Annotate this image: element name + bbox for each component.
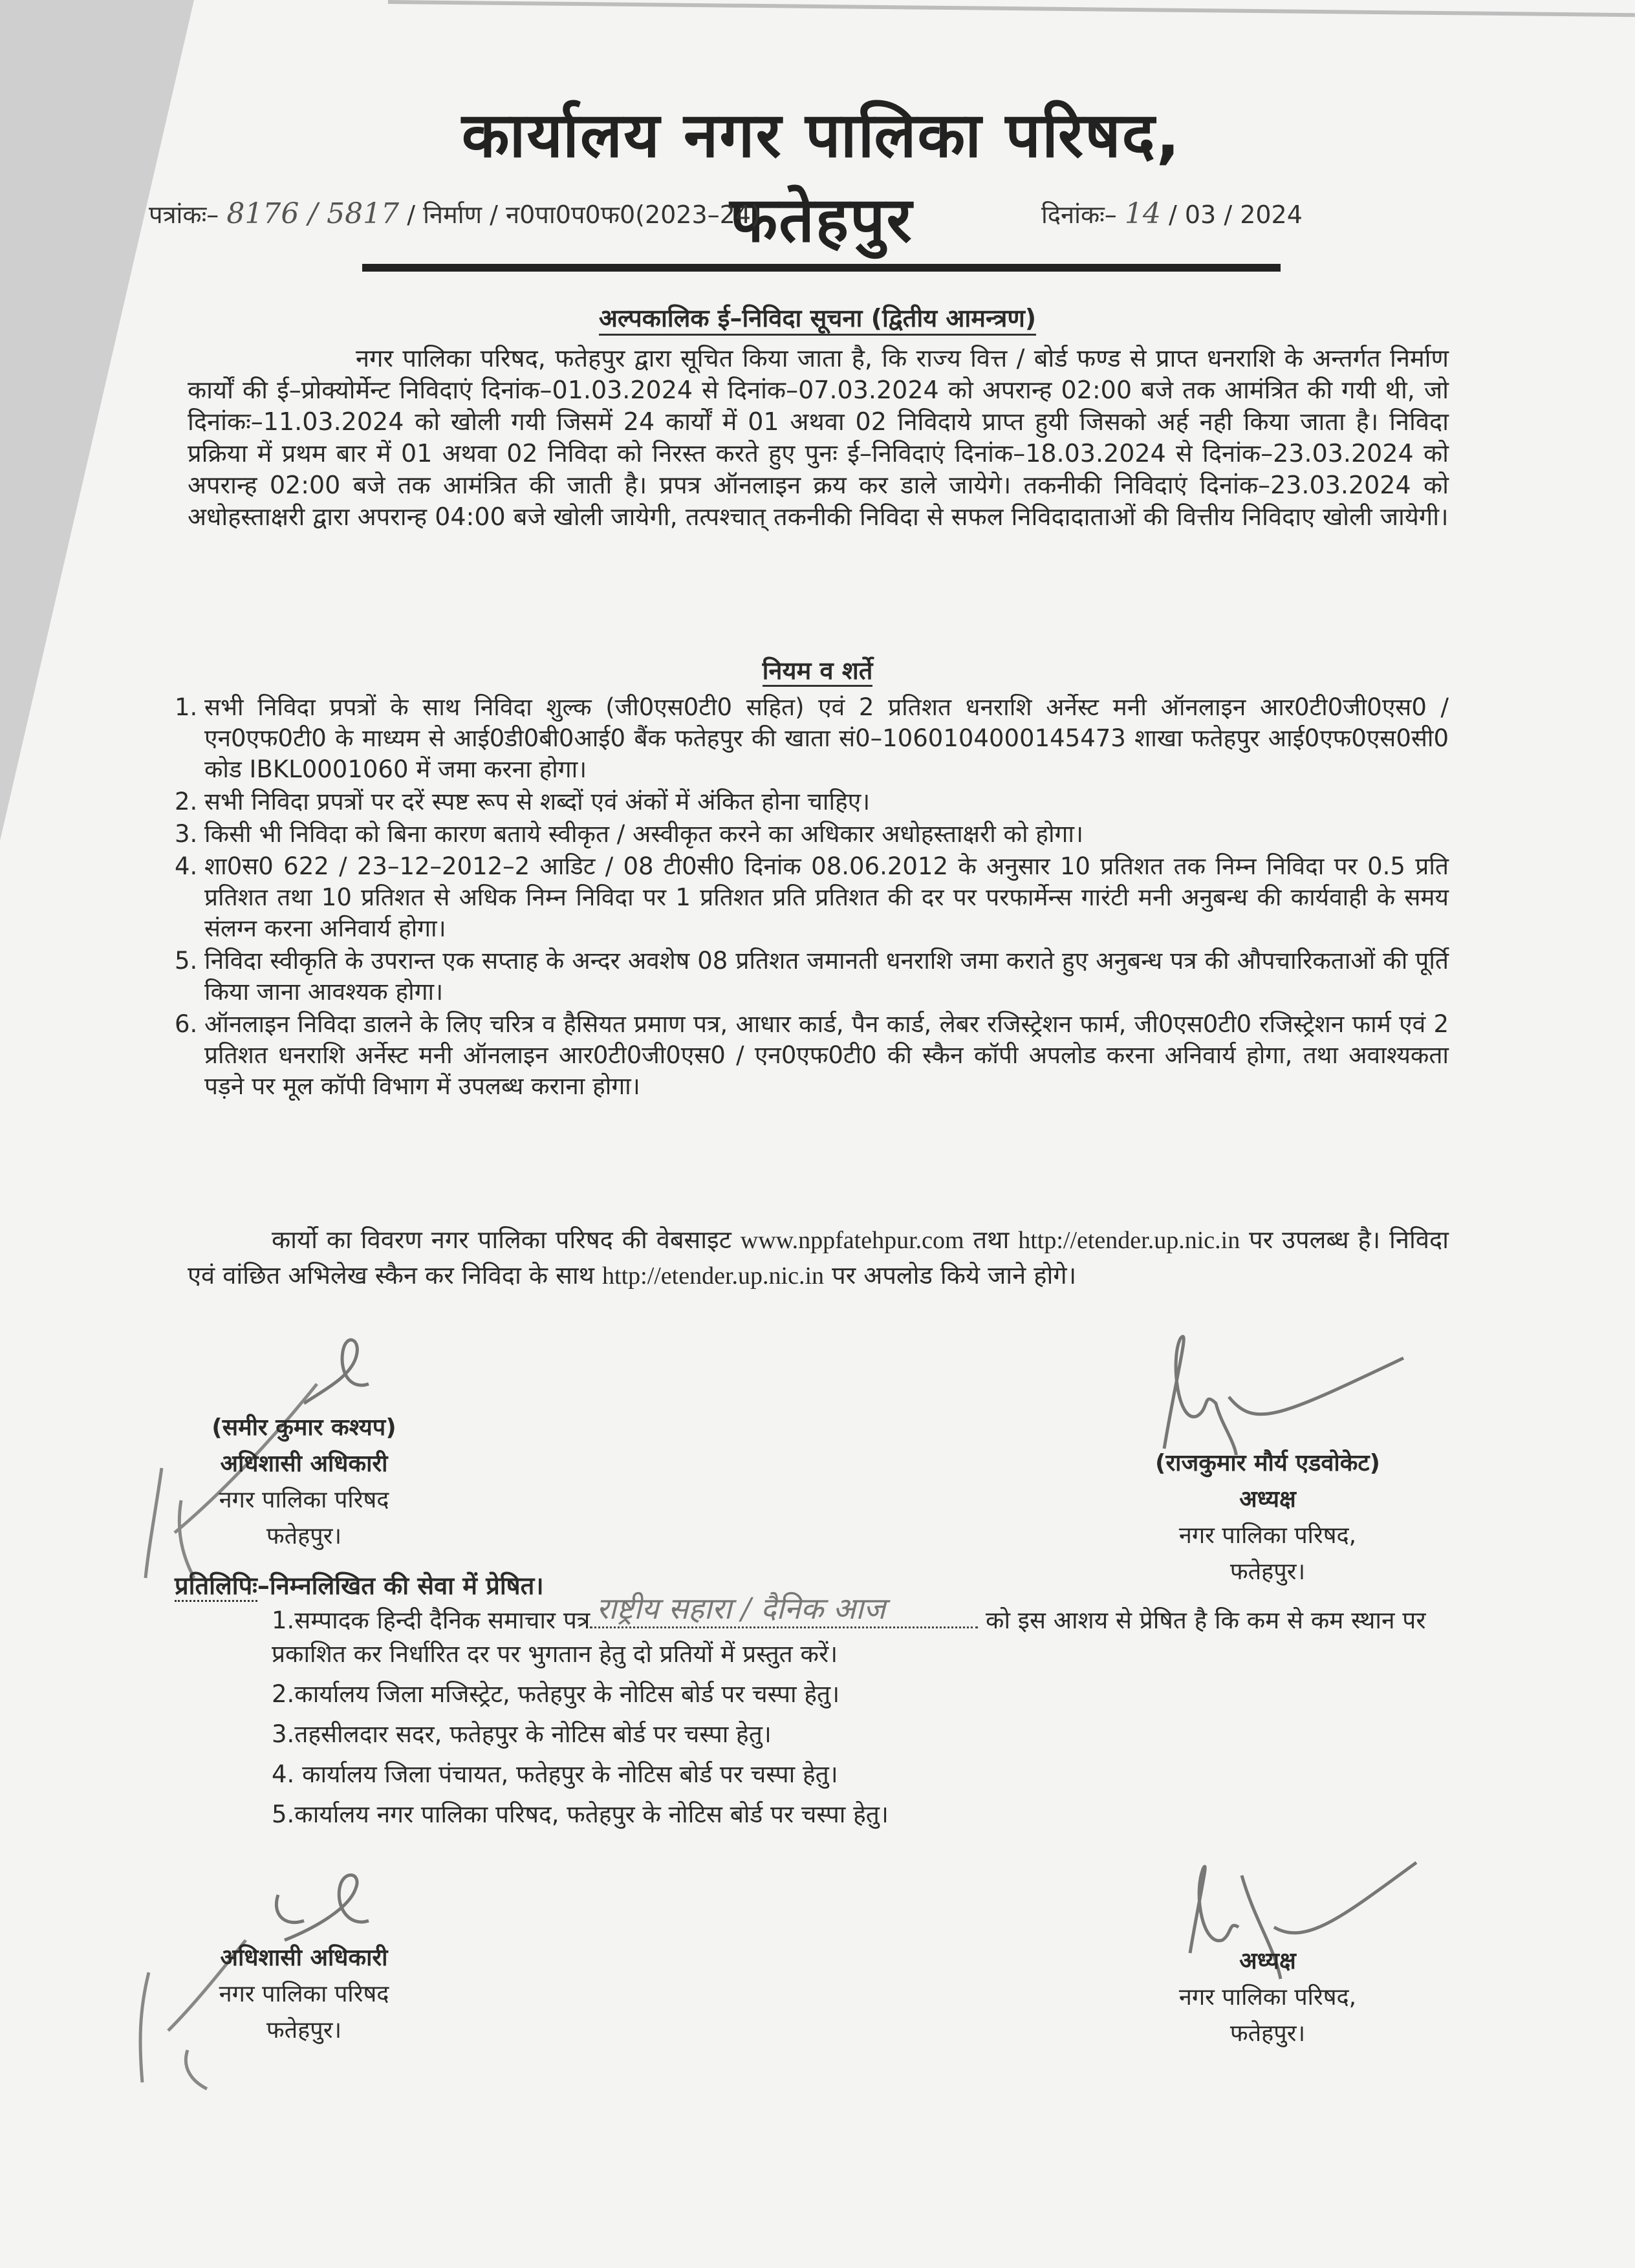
signatory-org: नगर पालिका परिषद: [219, 1487, 389, 1513]
office-title: कार्यालय नगर पालिका परिषद, फतेहपुर: [362, 91, 1281, 272]
signatory-city: फतेहपुर।: [266, 1523, 342, 1550]
signatory-role: अधिशासी अधिकारी: [220, 1451, 388, 1477]
rule-text: सभी निविदा प्रपत्रों पर दरें स्पष्ट रूप से शब्दों एवं अंकों में अंकित होना चाहिए।: [204, 788, 871, 815]
website-link[interactable]: www.nppfatehpur.com: [740, 1227, 964, 1254]
copy-item: [272, 1591, 1436, 1671]
rule-number: 1.: [175, 693, 198, 721]
copy-item-text: 1.सम्पादक हिन्दी दैनिक समाचार पत्र: [272, 1606, 590, 1634]
rule-text: सभी निविदा प्रपत्रों के साथ निविदा शुल्क (जी0एस0टी0 सहित) एवं 2 प्रतिशत धनराशि अर्नेस्ट मनी ऑनलाइन आर0टी0जी0एस0 / एन0एफ0टी0 के माध्यम से आई0डी0बी0आई0 बैंक फतेहपुर की खाता सं0–1060104000145473 शाखा फतेहपुर आई0एफ0एस0सी0 कोड IBKL0001060 में जमा करना होगा।: [204, 693, 1449, 783]
rule-item: [175, 692, 1449, 785]
signatory-role: अधिशासी अधिकारी: [220, 1945, 388, 1971]
copy-to-heading: [175, 1568, 544, 1602]
website-note-text: पर उपलब्ध है। निविदा एवं वांछित अभिलेख स्कैन कर निविदा के साथ: [188, 1226, 1449, 1290]
signatory-role: अध्यक्ष: [1239, 1948, 1296, 1974]
etender-link[interactable]: http://etender.up.nic.in: [1018, 1227, 1240, 1254]
rule-item: [175, 819, 1449, 850]
rules-heading: [0, 653, 1635, 687]
signatory-role: अध्यक्ष: [1239, 1486, 1296, 1513]
signatory-executive-officer: [168, 1410, 440, 1555]
rule-number: 3.: [175, 820, 198, 848]
rule-item: [175, 1009, 1449, 1102]
reference-number: [149, 197, 761, 231]
copy-item: 4. कार्यालय जिला पंचायत, फतेहपुर के नोटिस बोर्ड पर चस्पा हेतु।: [272, 1760, 838, 1788]
ref-label: पत्रांकः–: [149, 200, 219, 229]
copy-item: 3.तहसीलदार सदर, फतेहपुर के नोटिस बोर्ड पर चस्पा हेतु।: [272, 1720, 772, 1748]
ref-suffix: / निर्माण / न0पा0प0फ0(2023–24): [407, 200, 761, 229]
website-note-text: तथा: [964, 1226, 1019, 1254]
signatory-executive-officer-copy: [168, 1940, 440, 2049]
copy-item: 2.कार्यालय जिला मजिस्ट्रेट, फतेहपुर के नोटिस बोर्ड पर चस्पा हेतु।: [272, 1680, 840, 1708]
date-handwritten: 14: [1124, 197, 1161, 230]
copy-heading-label: प्रतिलिपिः: [175, 1571, 257, 1602]
rule-number: 6.: [175, 1010, 198, 1038]
signatory-name: (राजकुमार मौर्य एडवोकेट): [1155, 1450, 1380, 1476]
copy-heading-text: –निम्नलिखित की सेवा में प्रेषित।: [257, 1571, 544, 1600]
rule-text: ऑनलाइन निविदा डालने के लिए चरित्र व हैसियत प्रमाण पत्र, आधार कार्ड, पैन कार्ड, लेबर रजिस्ट्रेशन फार्म, जी0एस0टी0 रजिस्ट्रेशन फार्म एवं 2 प्रतिशत धनराशि अर्नेस्ट मनी ऑनलाइन आर0टी0जी0एस0 / एन0एफ0टी0 की स्कैन कॉपी अपलोड करना अनिवार्य होगा, तथा अवाश्यकता पड़ने पर मूल कॉपी विभाग में उपलब्ध कराना होगा।: [204, 1010, 1449, 1100]
rule-number: 4.: [175, 852, 198, 880]
date-label: दिनांकः–: [1041, 200, 1117, 229]
ref-handwritten: 8176 / 5817: [226, 197, 400, 230]
rule-item: [175, 945, 1449, 1008]
signatory-city: फतेहपुर।: [1229, 2020, 1306, 2047]
reference-date: [1041, 197, 1303, 231]
rule-text: किसी भी निविदा को बिना कारण बताये स्वीकृत / अस्वीकृत करने का अधिकार अधोहस्ताक्षरी को होगा।: [204, 820, 1083, 848]
notice-title-text: अल्पकालिक ई–निविदा सूचना (द्वितीय आमन्त्रण): [599, 304, 1036, 336]
rule-item: [175, 851, 1449, 944]
signatory-chairman: [1087, 1445, 1449, 1590]
rules-list: [175, 692, 1449, 1103]
copy-item: 5.कार्यालय नगर पालिका परिषद, फतेहपुर के नोटिस बोर्ड पर चस्पा हेतु।: [272, 1800, 889, 1828]
rules-heading-text: नियम व शर्ते: [763, 656, 873, 687]
rule-text: शा0स0 622 / 23–12–2012–2 आडिट / 08 टी0सी0 दिनांक 08.06.2012 के अनुसार 10 प्रतिशत तक निम्न निविदा पर 0.5 प्रति प्रतिशत तथा 10 प्रतिशत से अधिक निम्न निविदा पर 1 प्रतिशत प्रति प्रतिशत की दर पर परफार्मेन्स गारंटी मनी अनुबन्ध की कार्यवाही के समय संलग्न करना अनिवार्य होगा।: [204, 852, 1449, 942]
website-note-text: पर अपलोड किये जाने होगे।: [824, 1261, 1077, 1290]
rule-number: 5.: [175, 947, 198, 975]
signature-icon: [259, 1869, 388, 1947]
signatory-city: फतेहपुर।: [266, 2017, 342, 2044]
signatory-org: नगर पालिका परिषद,: [1178, 1522, 1357, 1549]
newspaper-fill-line: [590, 1591, 978, 1628]
signatory-city: फतेहपुर।: [1229, 1559, 1306, 1585]
website-note-text: कार्यो का विवरण नगर पालिका परिषद की वेबसाइट: [272, 1226, 741, 1254]
copy-list: [272, 1591, 1436, 1838]
rule-text: निविदा स्वीकृति के उपरान्त एक सप्ताह के अन्दर अवशेष 08 प्रतिशत जमानती धनराशि जमा कराते हुए अनुबन्ध पत्र की औपचारिकताओं की पूर्ति किया जाना आवश्यक होगा।: [204, 947, 1449, 1006]
signature-icon: [1151, 1319, 1410, 1455]
etender-link[interactable]: http://etender.up.nic.in: [602, 1262, 825, 1290]
rule-number: 2.: [175, 788, 198, 815]
newspaper-handwritten: राष्ट्रीय सहारा / दैनिक आज: [596, 1591, 885, 1626]
copy-item-text: को इस आशय से प्रेषित है कि कम से कम स्थान पर प्रकाशित कर निर्धारित दर पर भुगतान हेतु दो प्रतियों में प्रस्तुत करें।: [272, 1606, 1426, 1668]
signatory-org: नगर पालिका परिषद,: [1178, 1984, 1357, 2011]
notice-body: नगर पालिका परिषद, फतेहपुर द्वारा सूचित किया जाता है, कि राज्य वित्त / बोर्ड फण्ड से प्राप्त धनराशि के अन्तर्गत निर्माण कार्यों की ई–प्रोक्योर्मेन्ट निविदाएं दिनांक–01.03.2024 से दिनांक–07.03.2024 को अपरान्ह 02:00 बजे तक आमंत्रित की गयी थी, जो दिनांकः–11.03.2024 को खोली गयी जिसमें 24 कार्यों में 01 अथवा 02 निविदाये प्राप्त हुयी जिसको अर्ह नही किया जाता है। निविदा प्रक्रिया में प्रथम बार में 01 अथवा 02 निविदा को निरस्त करते हुए पुनः ई–निविदाएं दिनांक–18.03.2024 से दिनांक–23.03.2024 को अपरान्ह 02:00 बजे तक आमंत्रित की जाती है। प्रपत्र ऑनलाइन क्रय कर डाले जायेगे। तकनीकी निविदाएं दिनांक–23.03.2024 को अधोहस्ताक्षरी द्वारा अपरान्ह 04:00 बजे खोली जायेगी, तत्पश्चात् तकनीकी निविदा से सफल निविदादाताओं की वित्तीय निविदाए खोली जायेगी।: [188, 344, 1449, 531]
notice-title: [0, 301, 1635, 334]
rule-item: [175, 786, 1449, 817]
date-suffix: / 03 / 2024: [1169, 200, 1303, 229]
signatory-org: नगर पालिका परिषद: [219, 1981, 389, 2007]
website-note: [188, 1222, 1449, 1293]
signatory-name: (समीर कुमार कश्यप): [211, 1414, 396, 1441]
signatory-chairman-copy: [1087, 1943, 1449, 2052]
